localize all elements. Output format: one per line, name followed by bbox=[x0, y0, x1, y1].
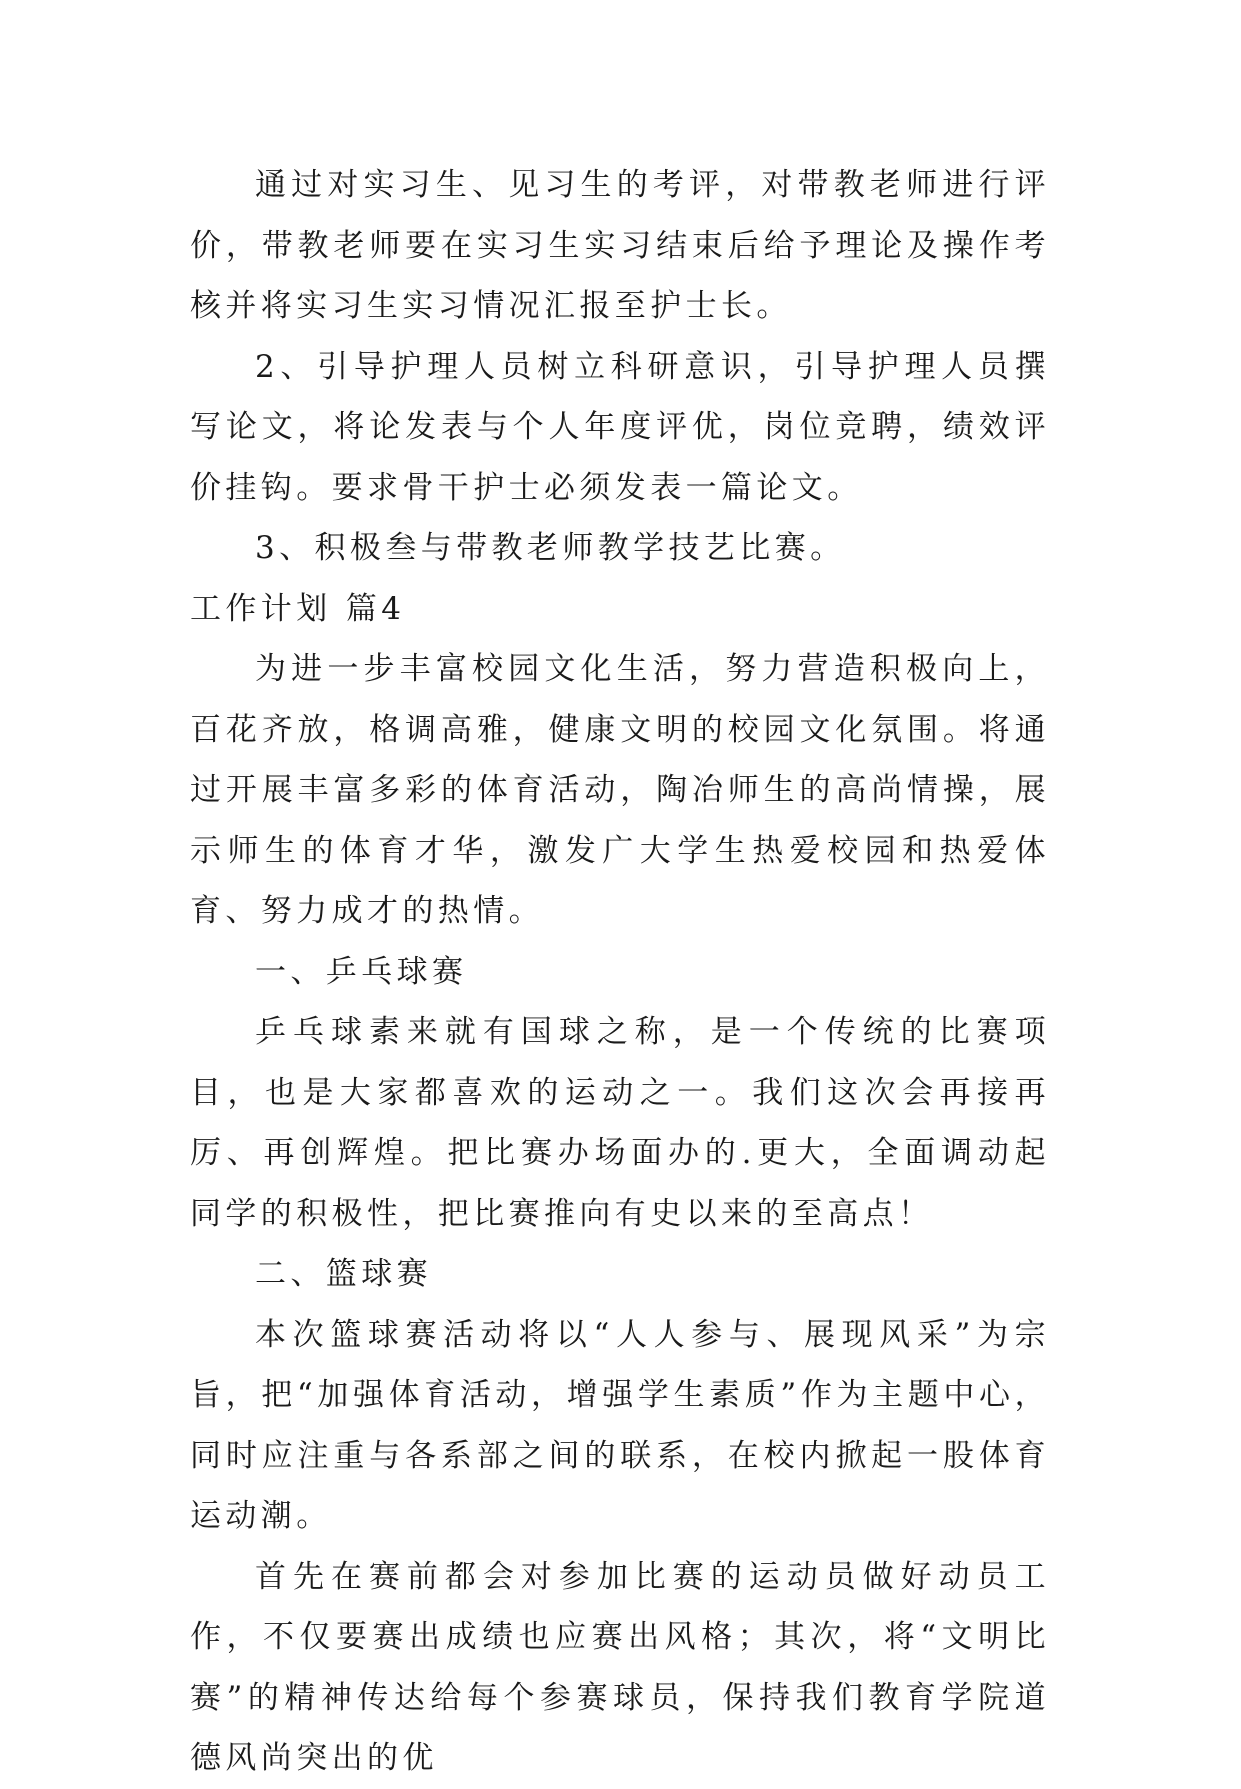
subheading-table-tennis: 一、乒乓球赛 bbox=[255, 953, 468, 990]
paragraph-table-tennis: 乒乓球素来就有国球之称，是一个传统的比赛项目，也是大家都喜欢的运动之一。我们这次会再接再厉、再创辉煌。把比赛办场面办的.更大，全面调动起同学的积极性，把比赛推向有史以来的至高点！ bbox=[190, 1014, 1050, 1232]
paragraph-basketball: 本次篮球赛活动将以“人人参与、展现风采”为宗旨，把“加强体育活动，增强学生素质”作为主题中心，同时应注重与各系部之间的联系，在校内掀起一股体育运动潮。 bbox=[190, 1316, 1050, 1534]
paragraph-evaluation: 通过对实习生、见习生的考评，对带教老师进行评价，带教老师要在实习生实习结束后给予理论及操作考核并将实习生实习情况汇报至护士长。 bbox=[190, 167, 1050, 324]
paragraph-intro: 为进一步丰富校园文化生活，努力营造积极向上，百花齐放，格调高雅，健康文明的校园文化氛围。将通过开展丰富多彩的体育活动，陶冶师生的高尚情操，展示师生的体育才华，激发广大学生热爱校园和热爱体育、努力成才的热情。 bbox=[190, 651, 1050, 929]
paragraph-preparation: 首先在赛前都会对参加比赛的运动员做好动员工作，不仅要赛出成绩也应赛出风格；其次，将“文明比赛”的精神传达给每个参赛球员，保持我们教育学院道德风尚突出的优 bbox=[190, 1558, 1050, 1776]
paragraph-research: 2、引导护理人员树立科研意识，引导护理人员撰写论文，将论发表与个人年度评优，岗位竞聘，绩效评价挂钩。要求骨干护士必须发表一篇论文。 bbox=[190, 348, 1050, 506]
section-heading: 工作计划 篇4 bbox=[190, 590, 406, 627]
subheading-basketball: 二、篮球赛 bbox=[255, 1256, 432, 1292]
paragraph-competition: 3、积极叁与带教老师教学技艺比赛。 bbox=[255, 530, 846, 566]
document-body bbox=[190, 155, 1050, 1789]
